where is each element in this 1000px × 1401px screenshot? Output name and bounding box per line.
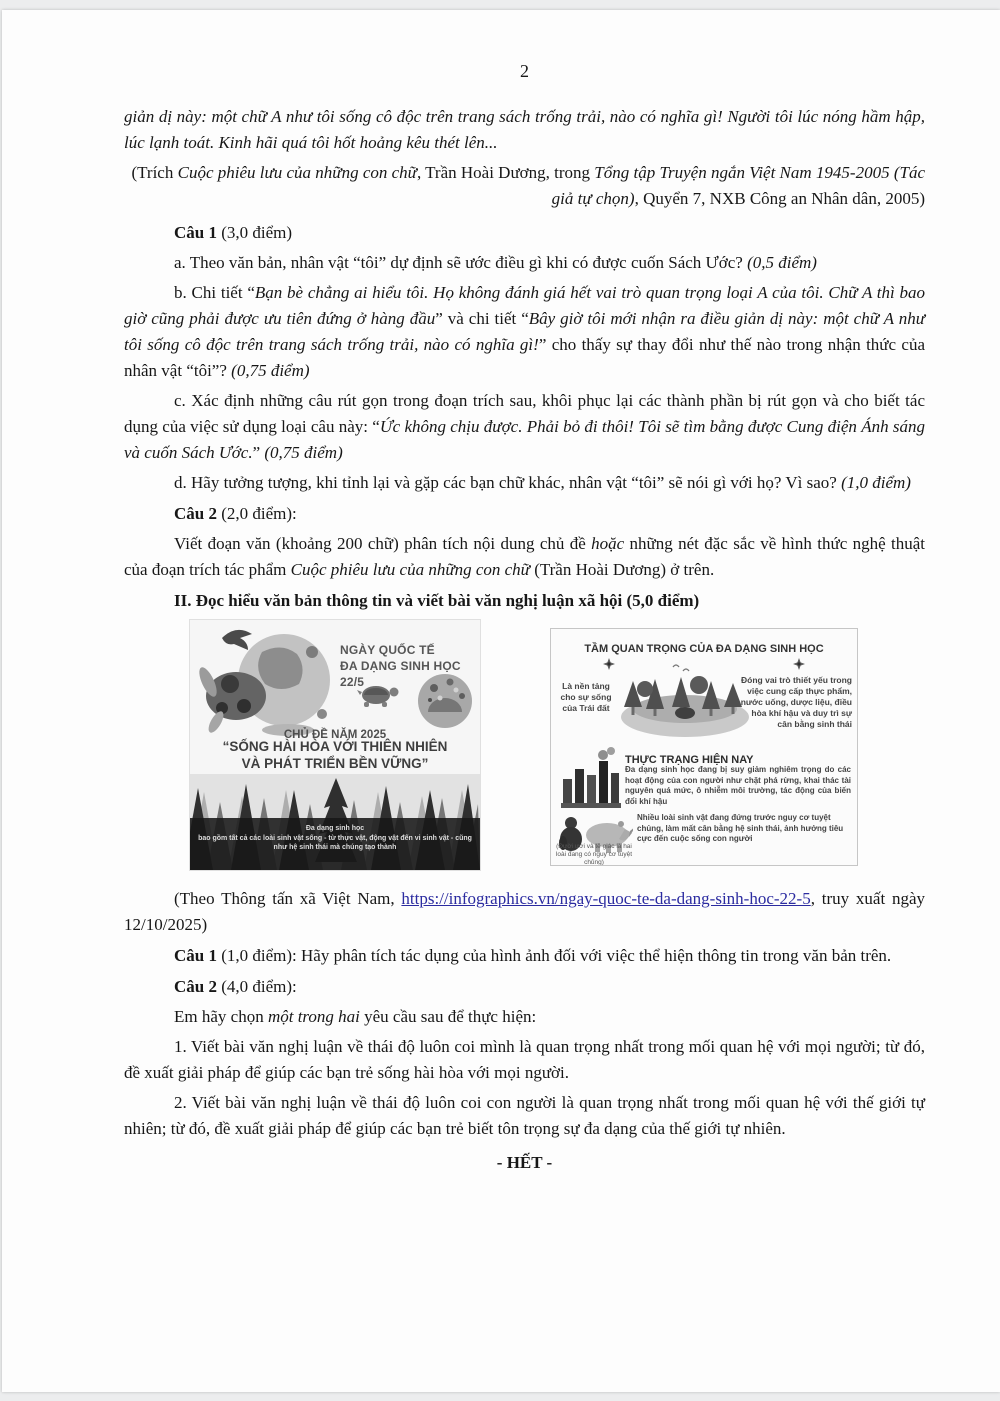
section2-choice-2: 2. Viết bài văn nghị luận về thái độ luôn coi con người là quan trọng nhất trong mối quan hệ với thế giới tự nhiên; từ đó, đề xuất giải pháp để giúp các bạn trẻ biết tôn trọng sự đa dạng của thế giới tự nhiên. <box>124 1093 925 1138</box>
theme-quote-line2: VÀ PHÁT TRIỂN BỀN VỮNG” <box>241 756 429 771</box>
question-1c: c. Xác định những câu rút gọn trong đoạn trích sau, khôi phục lại các thành phần bị rút gọn và cho biết tác dụng của việc sử dụng loại câu này: “Ức không chịu được. Phải bỏ đi thôi! Tôi sẽ tìm bằng được Cung điện Ánh sáng và cuốn Sách Ước.” (0,75 điểm) <box>124 391 925 462</box>
left-infographic-caption <box>190 818 480 870</box>
intro-paragraph: giản dị này: một chữ A như tôi sống cô độc trên trang sách trống trải, nào có nghĩa gì! Người tôi lúc nóng hầm hập, lúc lạnh toát. Kinh hãi quá tôi hốt hoảng kêu thét lên... <box>124 107 925 152</box>
section2-choice-1: 1. Viết bài văn nghị luận về thái độ luôn coi mình là quan trọng nhất trong mối quan hệ với mọi người; từ đó, đề xuất giải pháp để giúp các bạn trẻ sống hài hòa với mọi người. <box>124 1037 925 1082</box>
source-link[interactable]: https://infographics.vn/ngay-quoc-te-da-dang-sinh-hoc-22-5 <box>401 889 811 908</box>
question-1a: a. Theo văn bản, nhân vật “tôi” dự định sẽ ước điều gì khi có được cuốn Sách Ước? (0,5 điểm) <box>174 253 817 272</box>
theme-year-label: CHỦ ĐỀ NĂM 2025 <box>283 729 387 741</box>
factory-deforestation-icon <box>561 745 623 809</box>
infographics-row <box>124 620 925 876</box>
page-number: 2 <box>520 61 529 81</box>
page-sheet <box>2 10 1000 1392</box>
end-marker: - HẾT - <box>496 1153 553 1172</box>
turtle-icon <box>356 680 402 710</box>
endangered-species-caption: (Đười ươi và tê giác là hai loài đang có nguy cơ tuyệt chủng) <box>555 843 633 866</box>
importance-point-left: Là nền tảng cho sự sống của Trái đất <box>560 681 612 713</box>
status-point-1: Đa dạng sinh học đang bị suy giảm nghiêm trọng do các hoạt động của con người như chặt phá rừng, khai thác tài nguyên quá mức, ô nhiễm môi trường, tác động của biến đổi khí hậu <box>625 765 851 806</box>
section-2-heading: II. Đọc hiểu văn bản thông tin và viết bài văn nghị luận xã hội (5,0 điểm) <box>174 591 700 610</box>
section2-question-2-intro: Em hãy chọn một trong hai yêu cầu sau để thực hiện: <box>174 1007 537 1026</box>
island-ecosystem-illustration <box>615 657 755 742</box>
left-title-line2: ĐA DẠNG SINH HỌC 22/5 <box>340 659 461 689</box>
question-2-heading: Câu 2 (2,0 điểm): <box>174 504 297 523</box>
left-title-line1: NGÀY QUỐC TẾ <box>340 643 435 657</box>
left-caption-body: bao gồm tất cả các loài sinh vật sống - từ thực vật, động vật đến vi sinh vật - cũng như hệ sinh thái mà chúng tạo thành <box>198 834 472 851</box>
theme-quote <box>190 738 480 772</box>
status-point-2: Nhiều loài sinh vật đang đứng trước nguy cơ tuyệt chủng, làm mất cân bằng hệ sinh thái, ảnh hưởng tiêu cực đến cuộc sống con người <box>637 813 844 843</box>
question-1b: b. Chi tiết “Bạn bè chẳng ai hiểu tôi. Họ không đánh giá hết vai trò quan trọng loại A của tôi. Chữ A thì bao giờ cũng phải được ưu tiên đứng ở hàng đầu” và chi tiết “Bây giờ tôi mới nhận ra điều giản dị này: một chữ A như tôi sống cô độc trên trang sách trống trải, nào có nghĩa gì!” cho thấy sự thay đổi như thế nào trong nhận thức của nhân vật “tôi”? (0,75 điểm) <box>124 283 925 380</box>
question-1-heading: Câu 1 (3,0 điểm) <box>174 223 293 242</box>
star-icon <box>603 658 615 670</box>
left-caption-title: Đa dạng sinh học <box>305 825 365 832</box>
section2-question-2-heading: Câu 2 (4,0 điểm): <box>174 977 297 996</box>
question-1d: d. Hãy tưởng tượng, khi tỉnh lại và gặp các bạn chữ khác, nhân vật “tôi” sẽ nói gì với họ? Vì sao? (1,0 điểm) <box>174 473 911 492</box>
infographic-left <box>190 620 480 870</box>
theme-quote-line1: “SỐNG HÀI HÒA VỚI THIÊN NHIÊN <box>222 739 448 754</box>
section2-question-1: Câu 1 (1,0 điểm): Hãy phân tích tác dụng của hình ảnh đối với việc thể hiện thông tin trong văn bản trên. <box>174 946 892 965</box>
source-link-line: (Theo Thông tấn xã Việt Nam, https://infographics.vn/ngay-quoc-te-da-dang-sinh-hoc-22-5, truy xuất ngày 12/10/2025) <box>124 889 926 934</box>
infographic-right <box>550 628 858 866</box>
right-infographic-title: TẦM QUAN TRỌNG CỦA ĐA DẠNG SINH HỌC <box>584 643 824 655</box>
current-status-heading: THỰC TRẠNG HIỆN NAY <box>625 754 754 766</box>
source-citation: (Trích Cuộc phiêu lưu của những con chữ, Trần Hoài Dương, trong Tổng tập Truyện ngắn Việt Nam 1945-2005 (Tác giả tự chọn), Quyển 7, NXB Công an Nhân dân, 2005) <box>131 163 925 208</box>
importance-point-right: Đóng vai trò thiết yếu trong việc cung cấp thực phẩm, nước uống, dược liệu, điều hòa khí hậu và duy trì sự cân bằng sinh thái <box>740 675 852 729</box>
page-content <box>2 10 1000 1176</box>
star-icon <box>793 658 805 670</box>
question-2-body: Viết đoạn văn (khoảng 200 chữ) phân tích nội dung chủ đề hoặc những nét đặc sắc về hình thức nghệ thuật của đoạn trích tác phẩm Cuộc phiêu lưu của những con chữ (Trần Hoài Dương) ở trên. <box>124 534 925 579</box>
